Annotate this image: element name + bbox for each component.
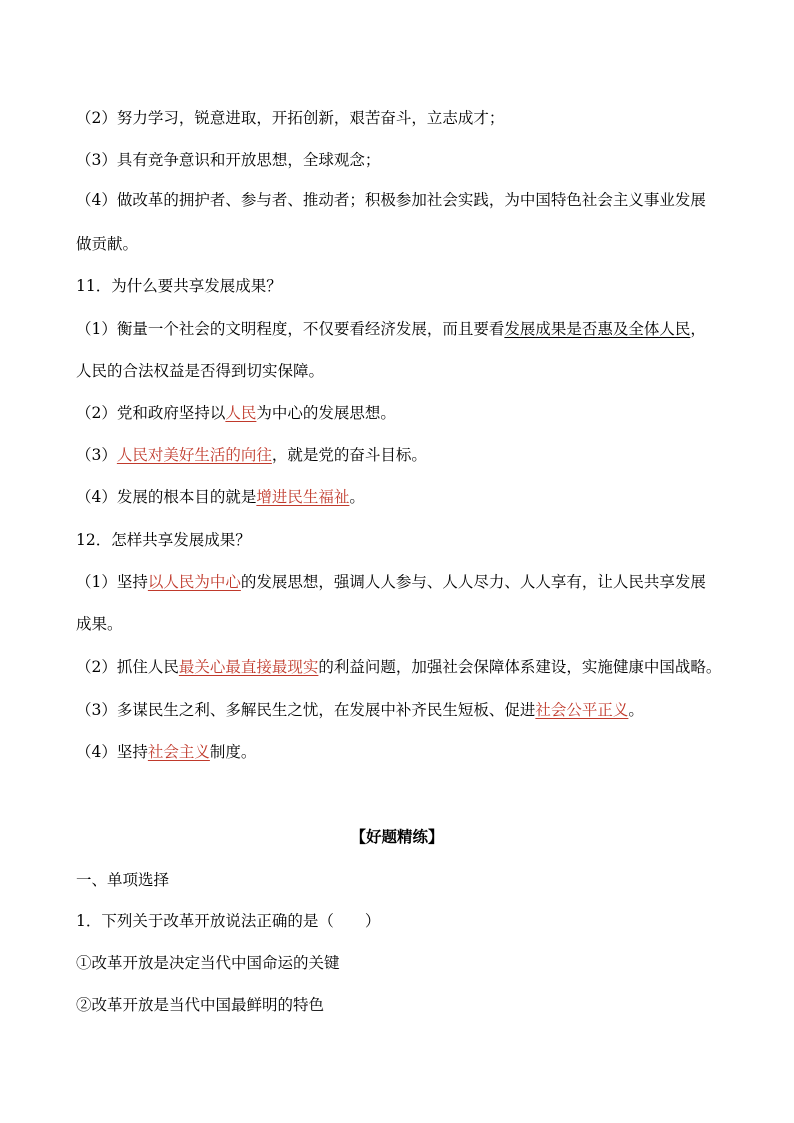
answer-11-2	[76, 403, 726, 423]
answer-11-3	[76, 445, 726, 465]
answer-text: （4）发展的根本目的就是	[76, 488, 257, 506]
answer-text: （2）抓住人民	[76, 658, 179, 676]
key-phrase: 社会主义	[147, 743, 210, 761]
text-line: 做贡献。	[76, 235, 139, 253]
answer-text: 的利益问题，加强社会保障体系建设，实施健康中国战略。	[318, 658, 722, 676]
answer-text: 。	[628, 701, 644, 719]
answer-12-3	[76, 700, 726, 720]
answer-text: （3）	[76, 446, 117, 464]
answer-11-4	[76, 487, 726, 507]
answer-text: 制度。	[209, 743, 257, 761]
text-line: （4）做改革的拥护者、参与者、推动者；积极参加社会实践，为中国特色社会主义事业发展	[76, 191, 706, 209]
key-phrase: 人民对美好生活的向往	[116, 446, 272, 464]
question-11: 11．为什么要共享发展成果？	[76, 277, 282, 295]
answer-12-4	[76, 742, 726, 762]
answer-text: 为中心的发展思想。	[256, 404, 396, 422]
answer-text: （2）党和政府坚持以	[76, 404, 226, 422]
key-phrase: 社会公平正义	[535, 701, 629, 719]
question-12: 12．怎样共享发展成果？	[76, 531, 251, 549]
question-1: 1．下列关于改革开放说法正确的是（ ）	[76, 912, 381, 930]
answer-11-1	[76, 319, 726, 339]
answer-text: ，就是党的奋斗目标。	[271, 446, 427, 464]
answer-12-1-cont: 成果。	[76, 615, 123, 633]
answer-text: 的发展思想，强调人人参与、人人尽力、人人享有，让人民共享发展	[240, 573, 706, 591]
section-heading: 【好题精练】	[350, 828, 444, 846]
text-line: （2）努力学习，锐意进取，开拓创新，艰苦奋斗，立志成才；	[76, 109, 505, 127]
option-1: ①改革开放是决定当代中国命运的关键	[76, 954, 340, 972]
answer-text: 。	[349, 488, 365, 506]
key-phrase: 最关心最直接最现实	[178, 658, 319, 676]
part-title: 一、单项选择	[76, 871, 170, 889]
key-phrase: 人民	[225, 404, 257, 422]
key-phrase: 以人民为中心	[147, 573, 241, 591]
answer-12-1	[76, 572, 726, 592]
key-phrase: 发展成果是否惠及全体人民	[504, 320, 691, 338]
answer-text: （3）多谋民生之利、多解民生之忧，在发展中补齐民生短板、促进	[76, 701, 536, 719]
key-phrase: 增进民生福祉	[256, 488, 350, 506]
answer-text: ，	[690, 320, 706, 338]
answer-text: （4）坚持	[76, 743, 148, 761]
answer-12-2	[76, 657, 726, 677]
answer-11-1-cont: 人民的合法权益是否得到切实保障。	[76, 362, 325, 380]
option-2: ②改革开放是当代中国最鲜明的特色	[76, 996, 325, 1014]
answer-text: （1）坚持	[76, 573, 148, 591]
text-line: （3）具有竞争意识和开放思想，全球观念；	[76, 151, 381, 169]
answer-text: （1）衡量一个社会的文明程度，不仅要看经济发展，而且要看	[76, 320, 505, 338]
